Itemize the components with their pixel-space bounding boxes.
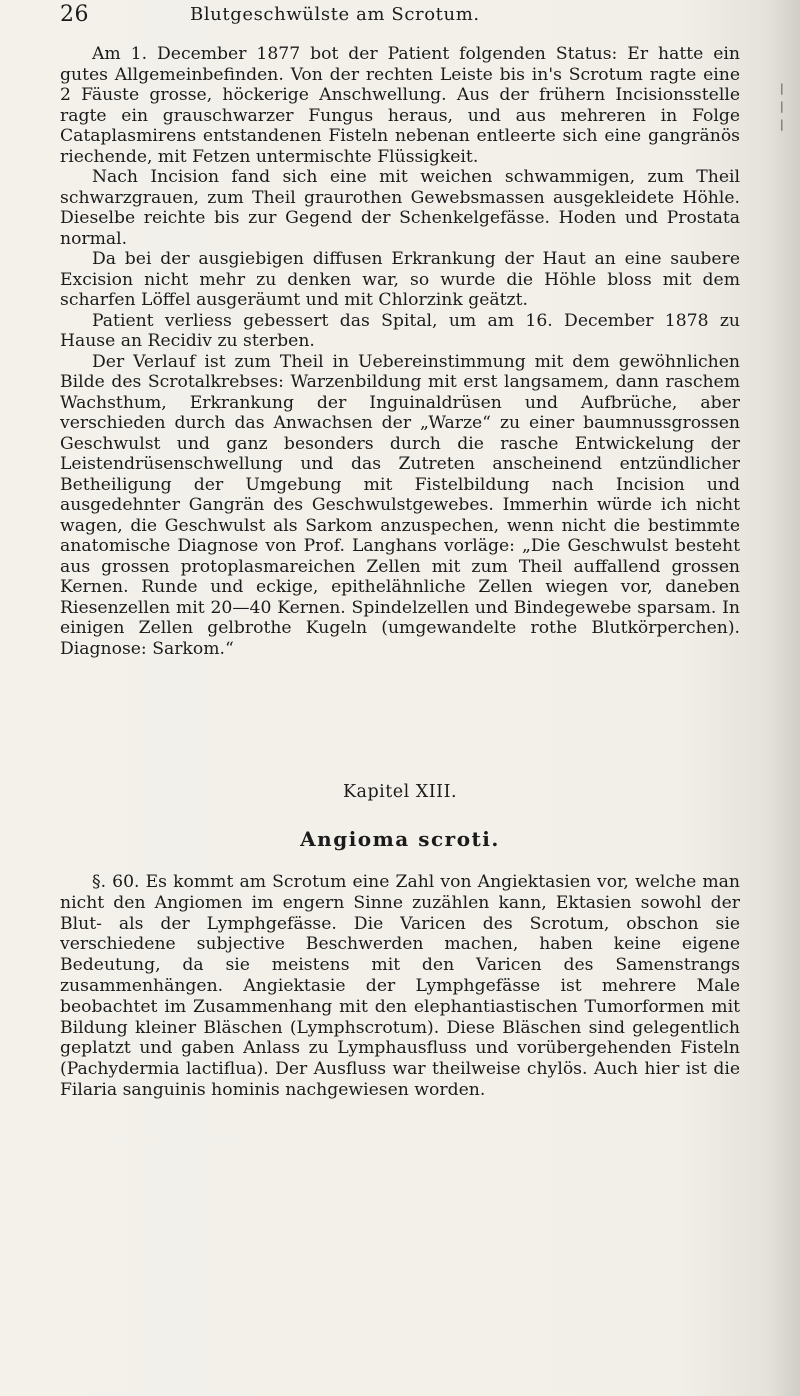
paragraph-status: Am 1. December 1877 bot der Patient folgenden Status: Er hatte ein gutes Allgemeinbefinden. Von der rechten Leiste bis in's Scrotum ragte eine 2 Fäuste grosse, höckerige Anschwellung. Aus der frühern Incisionsstelle ragte ein grauschwarzer Fungus heraus, und aus mehreren in Folge Cataplasmirens entstandenen Fisteln nebenan entleerte sich eine gangränös riechende, mit Fetzen untermischte Flüssigkeit.	[60, 44, 740, 167]
edge-mark: |	[780, 100, 784, 113]
page-number: 26	[60, 2, 89, 27]
paragraph-discussion: Der Verlauf ist zum Theil in Uebereinstimmung mit dem gewöhnlichen Bilde des Scrotalkrebses: Warzenbildung mit erst langsamem, dann raschem Wachsthum, Erkrankung der Inguinaldrüsen und Aufbrüche, aber verschieden durch das Anwachsen der „Warze“ zu einer baumnussgrossen Geschwulst und ganz besonders durch die rasche Entwickelung der Leistendrüsenschwellung und das Zutreten anscheinend entzündlicher Betheiligung der Umgebung mit Fistelbildung nach Incision und ausgedehnter Gangrän des Geschwulstgewebes. Immerhin würde ich nicht wagen, die Geschwulst als Sarkom anzuspechen, wenn nicht die bestimmte anatomische Diagnose von Prof. Langhans vorläge: „Die Geschwulst besteht aus grossen protoplasmareichen Zellen mit zum Theil auffallend grossen Kernen. Runde und eckige, epithelähnliche Zellen wiegen vor, daneben Riesenzellen mit 20—40 Kernen. Spindelzellen und Bindegewebe sparsam. In einigen Zellen gelbrothe Kugeln (umgewandelte rothe Blutkörperchen). Diagnose: Sarkom.“	[60, 351, 740, 659]
running-head: Blutgeschwülste am Scrotum.	[190, 4, 480, 25]
edge-mark: |	[780, 82, 784, 95]
paragraph-incision: Nach Incision fand sich eine mit weichen schwammigen, zum Theil schwarzgrauen, zum Theil graurothen Gewebsmassen ausgekleidete Höhle. Dieselbe reichte bis zur Gegend der Schenkelgefässe. Hoden und Prostata normal.	[60, 167, 740, 249]
paragraph-excision: Da bei der ausgiebigen diffusen Erkrankung der Haut an eine saubere Excision nicht mehr zu denken war, so wurde die Höhle bloss mit dem scharfen Löffel ausgeräumt und mit Chlorzink geätzt.	[60, 249, 740, 310]
chapter-label: Kapitel XIII.	[342, 782, 458, 802]
paragraph-section-60: §. 60. Es kommt am Scrotum eine Zahl von Angiektasien vor, welche man nicht den Angiomen im engern Sinne zuzählen kann, Ektasien sowohl der Blut- als der Lymphgefässe. Die Varicen des Scrotum, obschon sie verschiedene subjective Beschwerden machen, haben keine eigene Bedeutung, da sie meistens mit den Varicen des Samenstrangs zusammenhängen. Angiektasie der Lymphgefässe ist mehrere Male beobachtet im Zusammenhang mit den elephantiastischen Tumorformen mit Bildung kleiner Bläschen (Lymphscrotum). Diese Bläschen sind gelegentlich geplatzt und gaben Anlass zu Lymphausfluss und vorübergehenden Fisteln (Pachydermia lactiflua). Der Ausfluss war theilweise chylös. Auch hier ist die Filaria sanguinis hominis nachgewiesen worden.	[60, 872, 740, 1100]
case-report-text	[60, 44, 740, 659]
section-60-text	[60, 872, 740, 1101]
adjacent-page-edge	[780, 80, 798, 220]
edge-mark: |	[780, 118, 784, 131]
page-header	[60, 2, 760, 28]
chapter-title: Angioma scroti.	[300, 827, 500, 851]
paragraph-discharge: Patient verliess gebessert das Spital, um am 16. December 1878 zu Hause an Recidiv zu sterben.	[60, 310, 740, 351]
